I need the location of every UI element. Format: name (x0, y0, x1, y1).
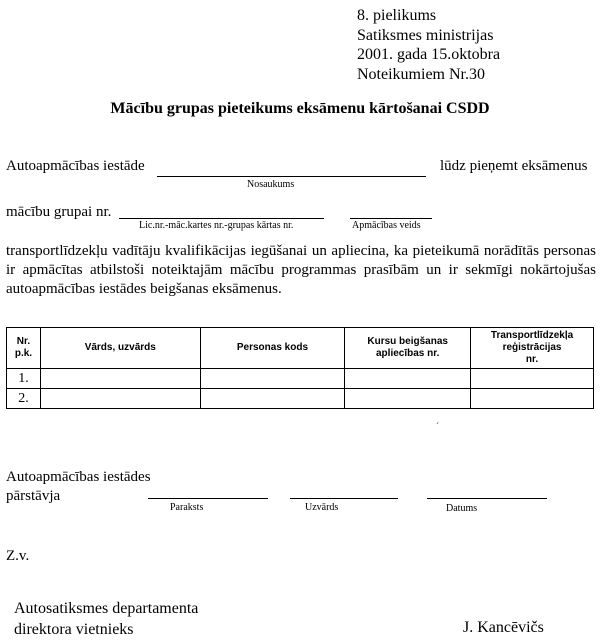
official-name: J. Kancēvičs (463, 619, 544, 636)
annex-date: 2001. gada 15.oktobra (357, 46, 501, 63)
header-certificate (345, 328, 471, 369)
group-number-caption: Lic.nr.-māc.kartes nr.-grupas kārtas nr. (139, 220, 294, 231)
name-cell[interactable] (40, 389, 200, 409)
header-personal-code-text: Personas kods (236, 342, 309, 353)
row-number: 1. (7, 369, 41, 389)
header-nr-line2: p.k. (14, 348, 33, 359)
seal-place: Z.v. (6, 548, 30, 564)
date-caption: Datums (446, 503, 478, 514)
annex-number: 8. pielikums (357, 7, 437, 24)
certificate-cell[interactable] (345, 389, 471, 409)
header-vehicle-line3: nr. (525, 354, 539, 365)
surname-field[interactable] (290, 498, 398, 499)
annex-ministry: Satiksmes ministrijas (357, 26, 494, 44)
department-line1: Autosatiksmes departamenta (14, 600, 199, 617)
signature-caption: Paraksts (170, 502, 204, 513)
training-type-caption: Apmācības veids (352, 220, 421, 231)
school-name-caption: Nosaukums (247, 179, 295, 190)
name-cell[interactable] (40, 369, 200, 389)
header-certificate-line2: apliecības nr. (376, 348, 440, 359)
vehicle-registration-cell[interactable] (471, 369, 594, 389)
certificate-cell[interactable] (345, 369, 471, 389)
representative-line2: pārstāvja (6, 488, 61, 504)
personal-code-cell[interactable] (200, 389, 345, 409)
applicants-table (6, 327, 594, 409)
date-field[interactable] (427, 498, 547, 499)
signature-field[interactable] (148, 498, 268, 499)
table-row (7, 389, 594, 409)
header-nr-line1: Nr. (16, 336, 31, 347)
department-title (14, 598, 198, 640)
annex-reference (357, 6, 500, 84)
group-number-field[interactable] (119, 218, 324, 219)
personal-code-cell[interactable] (200, 369, 345, 389)
declaration-paragraph: transportlīdzekļu vadītāju kvalifikācijas iegūšanai un apliecina, ka pieteikumā norādītās personas ir apmācītas atbilstoši noteiktajām mācību programmas prasībām un ir sekmīgi nokārtojušas autoapmācības iestādes beigšanas eksāmenus. (6, 243, 596, 297)
row-number: 2. (7, 389, 41, 409)
surname-caption: Uzvārds (305, 502, 339, 513)
school-label: Autoapmācības iestāde (6, 158, 145, 174)
header-name-text: Vārds, uzvārds (84, 342, 156, 353)
representative-label (6, 468, 151, 506)
header-certificate-line1: Kursu beigšanas (367, 336, 448, 347)
header-vehicle (471, 328, 594, 369)
training-type-field[interactable] (350, 218, 432, 219)
group-label: mācību grupai nr. (6, 204, 112, 220)
school-name-field[interactable] (157, 176, 426, 177)
vehicle-registration-cell[interactable] (471, 389, 594, 409)
table-row (7, 369, 594, 389)
table-header-row (7, 328, 594, 369)
department-line2: direktora vietnieks (14, 621, 134, 638)
header-name (40, 328, 200, 369)
document-title: Mācību grupas pieteikums eksāmenu kārtošanai CSDD (110, 100, 490, 117)
header-personal-code (200, 328, 345, 369)
representative-line1: Autoapmācības iestādes (6, 469, 151, 485)
stray-mark: ´ (436, 421, 439, 431)
annex-regulation: Noteikumiem Nr.30 (357, 65, 485, 83)
header-vehicle-line1: Transportlīdzekļa (490, 330, 574, 341)
request-text: lūdz pieņemt eksāmenus (440, 158, 588, 174)
header-nr (7, 328, 41, 369)
header-vehicle-line2: reģistrācijas (502, 342, 562, 353)
